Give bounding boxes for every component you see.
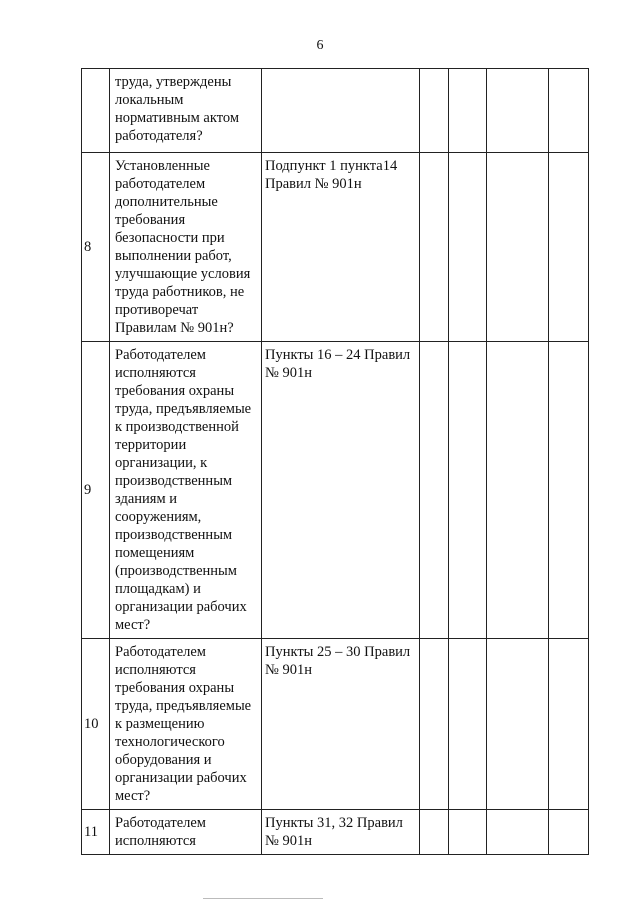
question-cell: Работодателем исполняются (110, 810, 262, 855)
answer-not-applicable-cell (487, 639, 549, 810)
question-cell: Установленные работодателем дополнительные требования безопасности при выполнении работ, улучшающие условия труда работников, не противоречат Правилам № 901н? (110, 153, 262, 342)
answer-yes-cell (420, 153, 449, 342)
answer-not-applicable-cell (487, 810, 549, 855)
table-row (82, 342, 589, 639)
answer-yes-cell (420, 342, 449, 639)
remarks-cell (549, 342, 589, 639)
page-number: 6 (316, 38, 324, 53)
reference-cell: Пункты 31, 32 Правил № 901н (262, 810, 420, 855)
answer-not-applicable-cell (487, 342, 549, 639)
answer-no-cell (449, 69, 487, 153)
table-row (82, 69, 589, 153)
question-cell: Работодателем исполняются требования охраны труда, предъявляемые к производственной территории организации, к производственным зданиям и сооружениям, производственным помещениям (производственным площадкам) и организации рабочих мест? (110, 342, 262, 639)
question-cell: Работодателем исполняются требования охраны труда, предъявляемые к размещению технологического оборудования и организации рабочих мест? (110, 639, 262, 810)
answer-no-cell (449, 639, 487, 810)
answer-yes-cell (420, 810, 449, 855)
row-number: 9 (82, 342, 110, 639)
question-cell: труда, утверждены локальным нормативным актом работодателя? (110, 69, 262, 153)
answer-no-cell (449, 342, 487, 639)
checklist-table (81, 68, 589, 855)
answer-no-cell (449, 153, 487, 342)
remarks-cell (549, 639, 589, 810)
remarks-cell (549, 69, 589, 153)
reference-cell: Пункты 25 – 30 Правил № 901н (262, 639, 420, 810)
reference-cell: Пункты 16 – 24 Правил № 901н (262, 342, 420, 639)
reference-cell: Подпункт 1 пункта14 Правил № 901н (262, 153, 420, 342)
answer-no-cell (449, 810, 487, 855)
row-number (82, 69, 110, 153)
answer-yes-cell (420, 69, 449, 153)
scan-artifact-line (203, 898, 323, 899)
row-number: 10 (82, 639, 110, 810)
table-row (82, 153, 589, 342)
row-number: 8 (82, 153, 110, 342)
table-row (82, 810, 589, 855)
answer-not-applicable-cell (487, 69, 549, 153)
table-row (82, 639, 589, 810)
remarks-cell (549, 153, 589, 342)
remarks-cell (549, 810, 589, 855)
answer-not-applicable-cell (487, 153, 549, 342)
row-number: 11 (82, 810, 110, 855)
reference-cell (262, 69, 420, 153)
answer-yes-cell (420, 639, 449, 810)
